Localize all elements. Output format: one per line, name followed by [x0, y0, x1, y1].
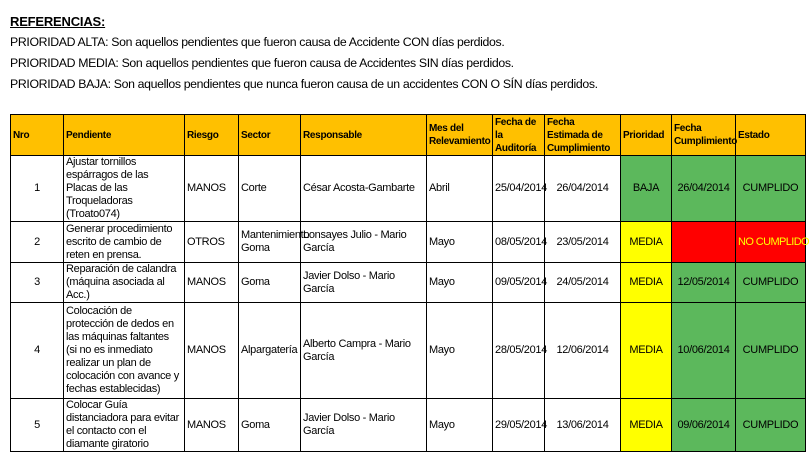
row-fecha-auditoria: 09/05/2014	[493, 263, 545, 303]
header-pendiente: Pendiente	[64, 115, 185, 156]
row-fecha-cumplimiento: 10/06/2014	[672, 303, 736, 399]
row-responsable: Javier Dolso - Mario García	[301, 399, 427, 452]
table-row	[11, 303, 806, 399]
row-nro: 5	[11, 399, 64, 452]
row-mes: Mayo	[427, 399, 493, 452]
row-nro: 1	[11, 156, 64, 222]
row-fecha-auditoria: 29/05/2014	[493, 399, 545, 452]
header-estado: Estado	[736, 115, 806, 156]
prioridad-alta-note: PRIORIDAD ALTA: Son aquellos pendientes que fueron causa de Accidente CON días perdidos.	[10, 35, 505, 49]
row-fecha-cumplimiento: 26/04/2014	[672, 156, 736, 222]
row-riesgo: OTROS	[185, 222, 239, 263]
row-prioridad: MEDIA	[621, 263, 672, 303]
row-prioridad: BAJA	[621, 156, 672, 222]
row-fecha-estimada: 13/06/2014	[545, 399, 621, 452]
prioridad-baja-note: PRIORIDAD BAJA: Son aquellos pendientes que nunca fueron causa de un accidentes CON O SÍN días perdidos.	[10, 77, 598, 91]
table-row	[11, 263, 806, 303]
row-sector: Goma	[239, 399, 301, 452]
row-riesgo: MANOS	[185, 303, 239, 399]
row-riesgo: MANOS	[185, 263, 239, 303]
row-sector: Alpargatería	[239, 303, 301, 399]
table-header-row	[11, 115, 806, 156]
row-estado: CUMPLIDO	[736, 303, 806, 399]
table-row	[11, 156, 806, 222]
row-estado: CUMPLIDO	[736, 399, 806, 452]
referencias-title: REFERENCIAS:	[10, 14, 106, 29]
row-sector: Corte	[239, 156, 301, 222]
header-nro: Nro	[11, 115, 64, 156]
header-fecha-estimada: Fecha Estimada de Cumplimiento	[545, 115, 621, 156]
row-pendiente: Reparación de calandra (máquina asociada al Acc.)	[64, 263, 185, 303]
header-prioridad: Prioridad	[621, 115, 672, 156]
row-prioridad: MEDIA	[621, 222, 672, 263]
row-sector: Mantenimiento Goma	[239, 222, 301, 263]
row-mes: Mayo	[427, 303, 493, 399]
row-responsable: César Acosta-Gambarte	[301, 156, 427, 222]
table-row	[11, 222, 806, 263]
row-responsable: Alberto Campra - Mario García	[301, 303, 427, 399]
row-responsable: Javier Dolso - Mario García	[301, 263, 427, 303]
header-fecha-cumplimiento: Fecha Cumplimiento	[672, 115, 736, 156]
prioridad-media-note: PRIORIDAD MEDIA: Son aquellos pendientes que fueron causa de Accidentes SIN días perdidos.	[10, 56, 514, 70]
header-responsable: Responsable	[301, 115, 427, 156]
header-fecha-auditoria: Fecha de la Auditoría	[493, 115, 545, 156]
row-riesgo: MANOS	[185, 399, 239, 452]
row-fecha-estimada: 12/06/2014	[545, 303, 621, 399]
row-mes: Mayo	[427, 263, 493, 303]
row-riesgo: MANOS	[185, 156, 239, 222]
row-prioridad: MEDIA	[621, 399, 672, 452]
table-row	[11, 399, 806, 452]
row-prioridad: MEDIA	[621, 303, 672, 399]
row-fecha-cumplimiento	[672, 222, 736, 263]
row-responsable: Lonsayes Julio - Mario García	[301, 222, 427, 263]
row-mes: Mayo	[427, 222, 493, 263]
row-fecha-estimada: 24/05/2014	[545, 263, 621, 303]
row-fecha-cumplimiento: 09/06/2014	[672, 399, 736, 452]
header-sector: Sector	[239, 115, 301, 156]
pendientes-table	[10, 114, 809, 452]
row-fecha-estimada: 23/05/2014	[545, 222, 621, 263]
row-fecha-auditoria: 08/05/2014	[493, 222, 545, 263]
row-fecha-cumplimiento: 12/05/2014	[672, 263, 736, 303]
row-fecha-auditoria: 28/05/2014	[493, 303, 545, 399]
row-fecha-auditoria: 25/04/2014	[493, 156, 545, 222]
row-nro: 4	[11, 303, 64, 399]
row-nro: 3	[11, 263, 64, 303]
row-estado: NO CUMPLIDO	[736, 222, 806, 263]
referencias-section	[10, 12, 800, 95]
row-estado: CUMPLIDO	[736, 156, 806, 222]
header-riesgo: Riesgo	[185, 115, 239, 156]
row-pendiente: Ajustar tornillos espárragos de las Placas de las Troqueladoras (Troato074)	[64, 156, 185, 222]
row-pendiente: Generar procedimiento escrito de cambio de reten en prensa.	[64, 222, 185, 263]
header-mes: Mes del Relevamiento	[427, 115, 493, 156]
row-pendiente: Colocar Guía distanciadora para evitar el contacto con el diamante giratorio	[64, 399, 185, 452]
row-pendiente: Colocación de protección de dedos en las máquinas faltantes (si no es inmediato realizar un plan de colocación con avance y fechas establecidas)	[64, 303, 185, 399]
row-nro: 2	[11, 222, 64, 263]
row-sector: Goma	[239, 263, 301, 303]
row-estado: CUMPLIDO	[736, 263, 806, 303]
row-mes: Abril	[427, 156, 493, 222]
row-fecha-estimada: 26/04/2014	[545, 156, 621, 222]
